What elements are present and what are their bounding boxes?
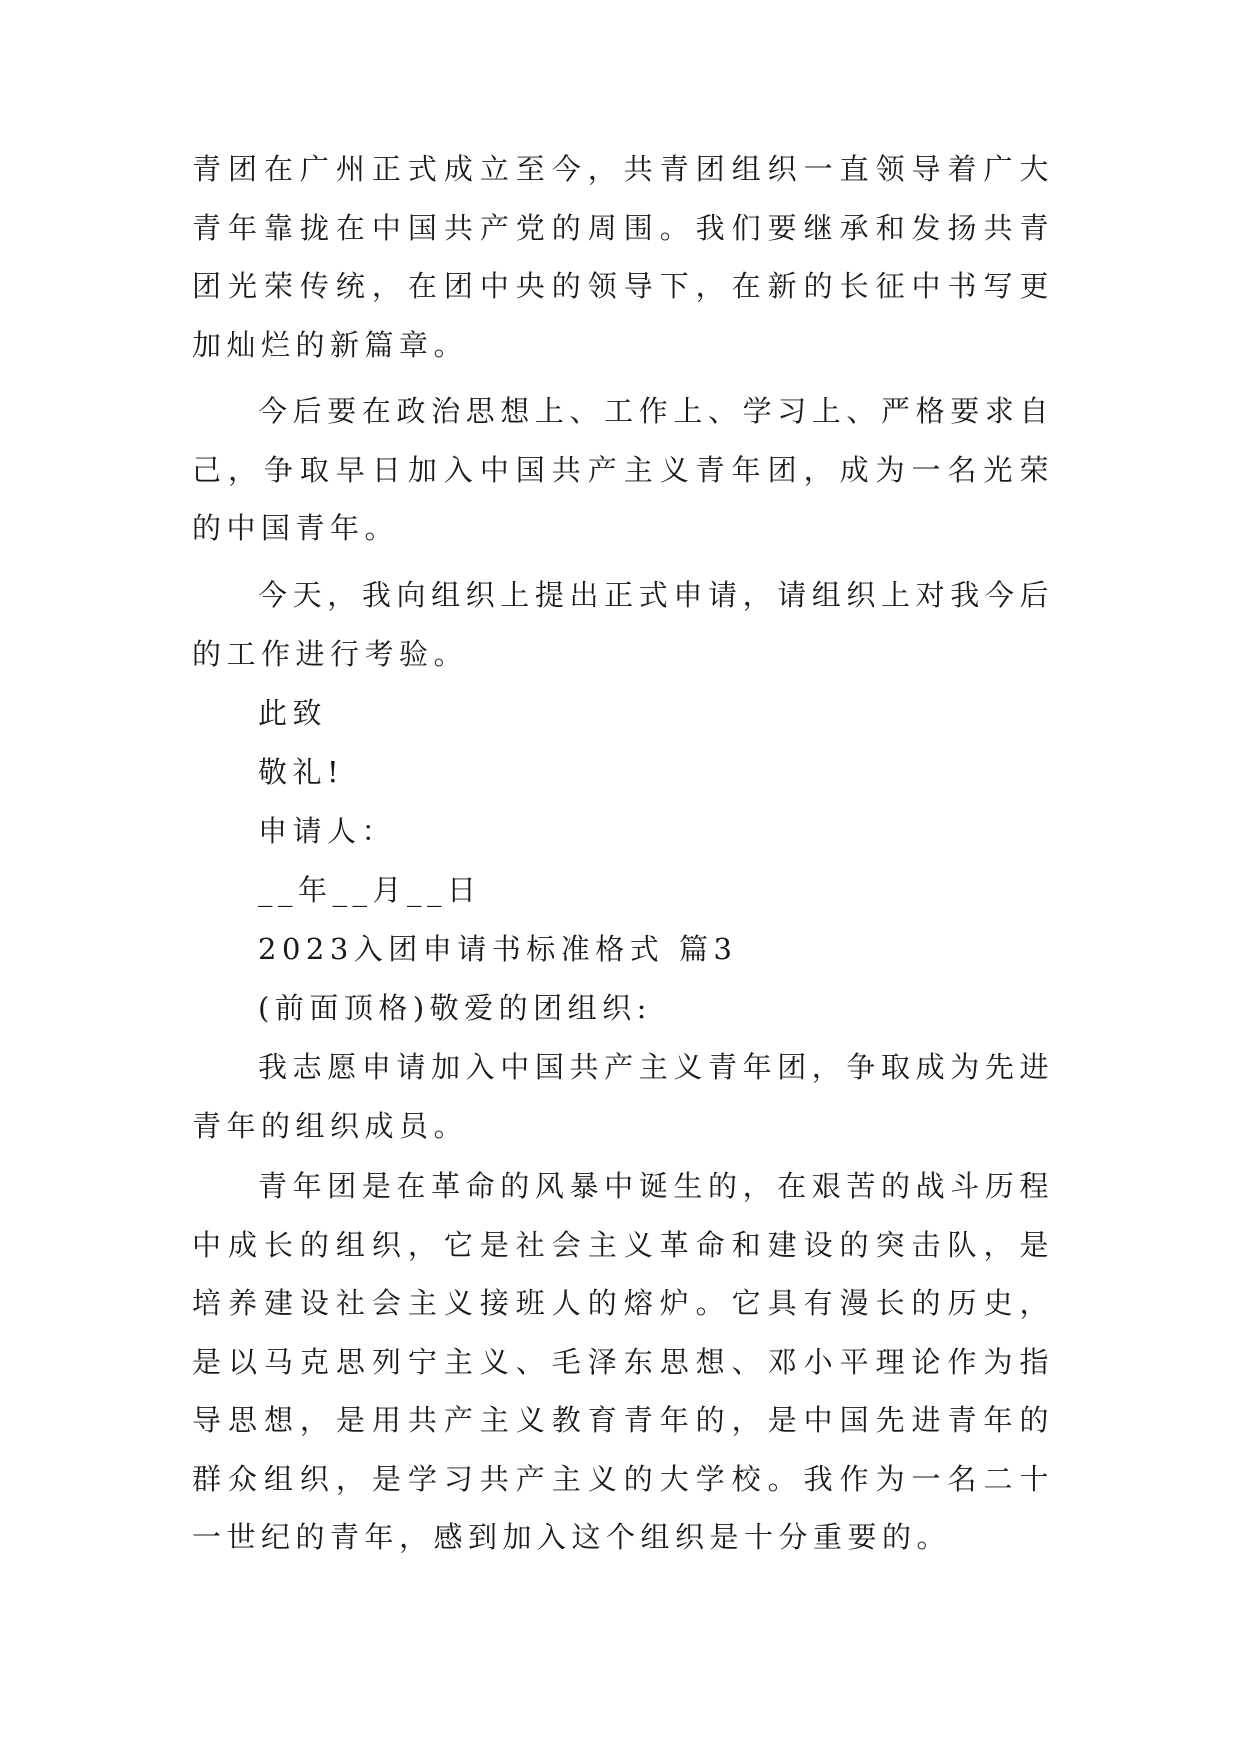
applicant-label: 申请人： — [258, 814, 397, 848]
section-title: 2023入团申请书标准格式 篇3 — [258, 932, 738, 966]
closing-line-1: 此致 — [258, 696, 328, 730]
closing-line-2: 敬礼! — [258, 755, 345, 789]
paragraph-continuation: 青团在广州正式成立至今，共青团组织一直领导着广大青年靠拢在中国共产党的周围。我们要继承和发扬共青团光荣传统，在团中央的领导下，在新的长征中书写更加灿烂的新篇章。 — [192, 152, 1054, 362]
paragraph-request-today: 今天，我向组织上提出正式申请，请组织上对我今后的工作进行考验。 — [192, 578, 1054, 671]
paragraph-application: 我志愿申请加入中国共产主义青年团，争取成为先进青年的组织成员。 — [192, 1050, 1054, 1143]
paragraph-future-goals: 今后要在政治思想上、工作上、学习上、严格要求自己，争取早日加入中国共产主义青年团，成为一名光荣的中国青年。 — [192, 394, 1054, 545]
date-line: __年__月__日 — [258, 873, 482, 907]
paragraph-league-description: 青年团是在革命的风暴中诞生的，在艰苦的战斗历程中成长的组织，它是社会主义革命和建设的突击队，是培养建设社会主义接班人的熔炉。它具有漫长的历史，是以马克思列宁主义、毛泽东思想、邓小平理论作为指导思想，是用共产主义教育青年的，是中国先进青年的群众组织，是学习共产主义的大学校。我作为一名二十一世纪的青年，感到加入这个组织是十分重要的。 — [192, 1169, 1054, 1554]
salutation: (前面顶格)敬爱的团组织: — [258, 991, 652, 1025]
